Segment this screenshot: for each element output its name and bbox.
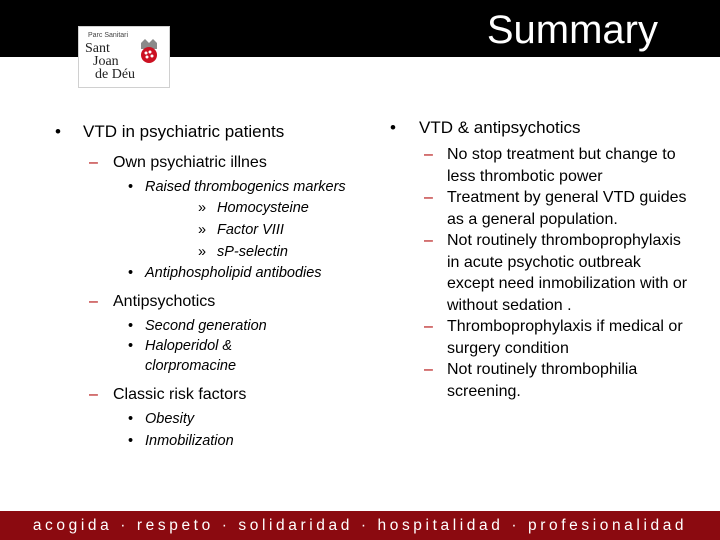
list-subitem [55, 219, 375, 241]
logo-line-1: Sant [85, 41, 110, 56]
logo-small-text: Parc Sanitari [88, 32, 129, 39]
right-heading [390, 116, 690, 140]
list-item [55, 431, 375, 451]
list-item [390, 144, 690, 187]
list-item [55, 316, 375, 336]
list-item-text: Not routinely thrombophilia screening. [447, 361, 638, 400]
logo [78, 26, 170, 88]
dash-marker: – [424, 189, 433, 206]
bullet-marker: • [128, 265, 134, 281]
list-item-text: No stop treatment but change to less thrombotic power [447, 146, 676, 185]
logo-line-3: de Déu [95, 67, 136, 82]
bullet-marker: • [128, 179, 134, 195]
list-item [390, 230, 690, 316]
left-heading-text: VTD in psychiatric patients [83, 122, 285, 141]
section-own-illness [55, 152, 375, 173]
dash-marker: – [424, 318, 433, 335]
list-subitem-text: Factor VIII [217, 222, 284, 238]
bullet-marker: • [128, 433, 134, 449]
left-column [55, 120, 375, 451]
left-heading [55, 120, 375, 144]
section-title: Antipsychotics [113, 293, 216, 310]
footer-bar [0, 511, 720, 540]
dash-marker: – [424, 232, 433, 249]
list-item-text: Haloperidol & clorpromacine [145, 338, 237, 374]
list-item [390, 187, 690, 230]
list-item [55, 177, 375, 197]
slide-title: Summary [486, 8, 658, 52]
list-item [390, 359, 690, 402]
list-item [55, 409, 375, 429]
right-column [390, 116, 690, 402]
dash-marker: – [89, 154, 98, 171]
list-subitem [55, 197, 375, 219]
section-antipsychotics [55, 291, 375, 312]
logo-line-2: Joan [93, 54, 119, 69]
list-item [55, 336, 305, 376]
dash-marker: – [424, 361, 433, 378]
list-item-text: Not routinely thromboprophylaxis in acute psychotic outbreak except need inmobilization with or without sedation . [447, 232, 688, 314]
list-subitem [55, 241, 375, 263]
bullet-marker: • [55, 122, 61, 141]
list-item-text: Inmobilization [145, 433, 234, 449]
chevron-marker: » [198, 244, 207, 260]
list-subitem-text: sP-selectin [217, 244, 288, 260]
list-item [390, 316, 690, 359]
section-classic-risk [55, 384, 375, 405]
bullet-marker: • [128, 411, 134, 427]
footer-values-text: acogida · respeto · solidaridad · hospitalidad · profesionalidad [32, 517, 688, 534]
list-item-text: Raised thrombogenics markers [145, 179, 346, 195]
list-item [55, 263, 375, 283]
dash-marker: – [89, 386, 98, 403]
list-item-text: Thromboprophylaxis if medical or surgery condition [447, 318, 683, 357]
list-item-text: Antiphospholipid antibodies [145, 265, 322, 281]
right-heading-text: VTD & antipsychotics [419, 118, 581, 137]
dash-marker: – [424, 146, 433, 163]
section-title: Classic risk factors [113, 386, 247, 403]
bullet-marker: • [128, 318, 134, 334]
pomegranate-icon [135, 37, 163, 65]
list-subitem-text: Homocysteine [217, 200, 309, 216]
dash-marker: – [89, 293, 98, 310]
bullet-marker: • [128, 338, 134, 354]
chevron-marker: » [198, 200, 207, 216]
list-item-text: Obesity [145, 411, 195, 427]
list-item-text: Treatment by general VTD guides as a general population. [447, 189, 687, 228]
bullet-marker: • [390, 118, 396, 137]
list-item-text: Second generation [145, 318, 267, 334]
chevron-marker: » [198, 222, 207, 238]
section-title: Own psychiatric illnes [113, 154, 267, 171]
